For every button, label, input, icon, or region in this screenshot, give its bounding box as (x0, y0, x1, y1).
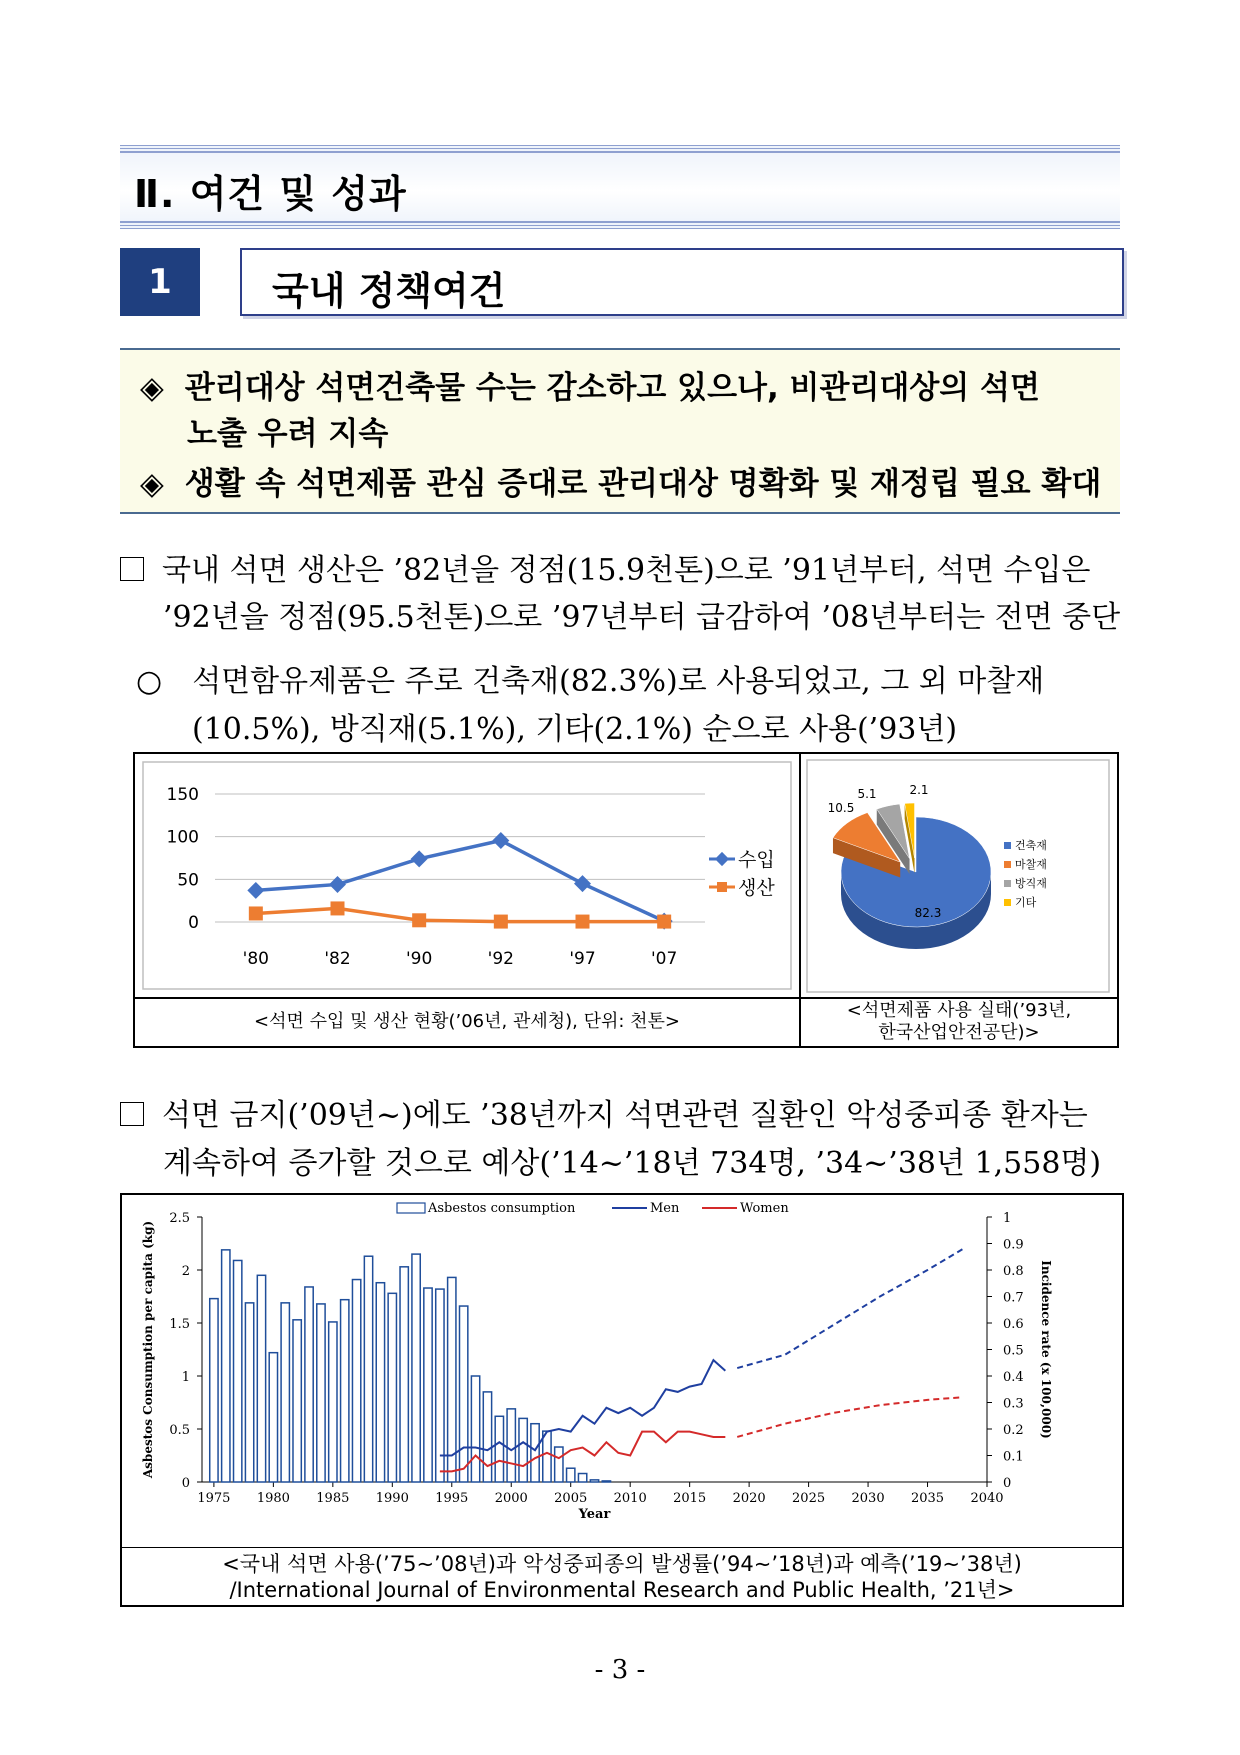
x-tick-label: 2030 (851, 1491, 885, 1506)
summary-item-1 (140, 362, 1040, 407)
pie-chart-asbestos-products (801, 754, 1117, 997)
y-tick-label-right: 0.1 (1003, 1449, 1024, 1465)
legend-label: 방직재 (1015, 877, 1047, 890)
series-line-1 (256, 908, 664, 921)
x-tick-label: 2025 (792, 1491, 826, 1506)
data-point (412, 913, 426, 927)
plot-border (143, 762, 791, 989)
consumption-bar (305, 1287, 313, 1482)
section-title: Ⅱ. 여건 및 성과 (134, 172, 407, 216)
x-tick-label: 2020 (732, 1491, 766, 1506)
x-tick-label: 1990 (375, 1491, 409, 1506)
consumption-bar (388, 1293, 396, 1482)
combo-chart-caption-line2: /International Journal of Environmental Research and Public Health, ’21년> (229, 1578, 1015, 1602)
x-tick-label: 1975 (197, 1491, 231, 1506)
consumption-bar (578, 1474, 586, 1482)
consumption-bar (293, 1320, 301, 1482)
x-tick-label: '80 (242, 949, 269, 969)
data-point (494, 915, 508, 929)
consumption-bar (555, 1447, 563, 1482)
consumption-bar (471, 1376, 479, 1482)
x-tick-label: '82 (324, 949, 351, 969)
consumption-bar (317, 1304, 325, 1482)
y-tick-label-right: 0.7 (1003, 1290, 1024, 1306)
summary-item-1-line1: 관리대상 석면건축물 수는 감소하고 있으나, 비관리대상의 석면 (184, 370, 1040, 406)
diamond-bullet-icon: ◈ (140, 370, 164, 406)
legend-swatch (397, 1203, 425, 1213)
legend-label: Men (650, 1201, 680, 1216)
legend-label: 마찰재 (1015, 858, 1047, 871)
combo-chart-caption (122, 1547, 1122, 1603)
paragraph-2-line2: (10.5%), 방직재(5.1%), 기타(2.1%) 순으로 사용(’93년) (192, 712, 958, 747)
x-tick-label: 1985 (316, 1491, 350, 1506)
y-tick-label: 150 (166, 785, 199, 805)
chart-frame-import-production (133, 752, 1119, 1048)
x-axis-label: Year (578, 1507, 611, 1522)
x-tick-label: 2000 (494, 1491, 528, 1506)
data-point (331, 901, 345, 915)
y-tick-label-right: 0.2 (1003, 1423, 1024, 1438)
subsection-title: 국내 정책여건 (272, 269, 506, 313)
paragraph-3-line1 (120, 1090, 1088, 1134)
y-tick-label-left: 0 (181, 1476, 190, 1491)
pie-value-label: 5.1 (857, 787, 877, 801)
paragraph-2-line1 (136, 656, 1044, 700)
subsection-title-box (240, 248, 1124, 316)
combo-chart-asbestos-mesothelioma (122, 1195, 1122, 1547)
legend-label: 생산 (738, 877, 775, 899)
men-projection-line (737, 1249, 963, 1368)
x-tick-label: 2010 (613, 1491, 647, 1506)
consumption-bar (269, 1353, 277, 1482)
data-point (657, 915, 671, 929)
consumption-bar (436, 1289, 444, 1482)
x-tick-label: '97 (569, 949, 596, 969)
y-tick-label-right: 1 (1003, 1211, 1012, 1226)
y-tick-label-left: 2 (181, 1264, 190, 1279)
pie-value-label: 2.1 (909, 783, 929, 797)
paragraph-3-line2: 계속하여 증가할 것으로 예상(’14~’18년 734명, ’34~’38년 1,558명) (163, 1146, 1102, 1181)
y-tick-label-left: 2.5 (169, 1211, 190, 1226)
consumption-bar (257, 1275, 265, 1482)
legend-swatch (1004, 842, 1011, 849)
x-tick-label: 2005 (554, 1491, 588, 1506)
x-tick-label: 1980 (256, 1491, 290, 1506)
consumption-bar (364, 1256, 372, 1482)
data-point (492, 832, 509, 849)
legend-label: 수입 (738, 849, 775, 871)
legend-marker (715, 852, 729, 866)
line-chart-import-production (135, 754, 799, 997)
y-tick-label-right: 0 (1003, 1476, 1012, 1491)
consumption-bar (222, 1250, 230, 1482)
section-header (120, 145, 1120, 229)
consumption-bar (352, 1280, 360, 1482)
y-tick-label-left: 1.5 (169, 1317, 190, 1332)
consumption-bar (543, 1431, 551, 1482)
women-projection-line (737, 1397, 963, 1437)
consumption-bar (590, 1480, 598, 1482)
line-chart-caption: <석면 수입 및 생산 현황(’06년, 관세청), 단위: 천톤> (254, 1011, 680, 1032)
y-axis-label-right: Incidence rate (x 100,000) (1039, 1260, 1053, 1439)
legend-label: 기타 (1015, 896, 1037, 909)
x-tick-label: '07 (651, 949, 678, 969)
x-tick-label: 1995 (435, 1491, 469, 1506)
page-number: - 3 - (594, 1655, 646, 1685)
data-point (411, 850, 428, 867)
pie-value-label: 10.5 (827, 801, 855, 815)
consumption-bar (376, 1283, 384, 1482)
y-axis-label-left: Asbestos Consumption per capita (kg) (141, 1220, 155, 1479)
data-point (576, 915, 590, 929)
summary-item-2 (140, 458, 1101, 503)
summary-item-1-line2: 노출 우려 지속 (187, 416, 389, 452)
consumption-bar (329, 1322, 337, 1482)
data-point (329, 876, 346, 893)
consumption-bar (448, 1277, 456, 1482)
consumption-bar (602, 1481, 610, 1482)
y-tick-label-right: 0.9 (1003, 1237, 1024, 1253)
consumption-bar (519, 1418, 527, 1482)
consumption-bar (567, 1468, 575, 1482)
square-bullet-icon (120, 557, 144, 581)
pie-chart-caption (801, 1000, 1117, 1044)
legend-swatch (1004, 880, 1011, 887)
summary-item-2-line1: 생활 속 석면제품 관심 증대로 관리대상 명확화 및 재정립 필요 확대 (184, 466, 1102, 502)
data-point (249, 906, 263, 920)
combo-chart-caption-line1: <국내 석면 사용(’75∼’08년)과 악성중피종의 발생률(’94∼’18년)과 예측(’19∼’38년) (222, 1552, 1022, 1576)
consumption-bar (483, 1392, 491, 1482)
y-tick-label-right: 0.4 (1003, 1370, 1024, 1385)
x-tick-label: 2035 (910, 1491, 945, 1506)
y-tick-label-right: 0.5 (1003, 1343, 1024, 1359)
consumption-bar (341, 1300, 349, 1482)
y-tick-label: 0 (188, 913, 199, 933)
diamond-bullet-icon: ◈ (140, 466, 164, 502)
consumption-bar (531, 1424, 539, 1482)
paragraph-3-text1: 석면 금지(’09년~)에도 ’38년까지 석면관련 질환인 악성중피종 환자는 (162, 1098, 1088, 1133)
y-tick-label-left: 0.5 (169, 1423, 190, 1438)
pie-value-label: 82.3 (914, 906, 942, 920)
y-tick-label: 100 (166, 827, 199, 848)
pie-chart-caption-line2: 한국산업안전공단)> (878, 1022, 1040, 1043)
consumption-bar (424, 1288, 432, 1482)
legend-swatch (1004, 861, 1011, 868)
consumption-bar (281, 1303, 289, 1482)
data-point (574, 875, 591, 892)
legend-swatch (1004, 899, 1011, 906)
legend-marker (717, 882, 727, 892)
y-tick-label-left: 1 (181, 1370, 190, 1385)
legend-label: Women (740, 1201, 789, 1216)
summary-box (120, 348, 1120, 514)
consumption-bar (210, 1299, 218, 1482)
x-tick-label: 2015 (673, 1491, 707, 1506)
consumption-bar (495, 1416, 503, 1482)
consumption-bar (412, 1254, 420, 1482)
x-tick-label: 2040 (970, 1491, 1004, 1506)
consumption-bar (507, 1409, 515, 1482)
y-tick-label-right: 0.8 (1003, 1264, 1024, 1279)
consumption-bar (400, 1267, 408, 1482)
consumption-bar (234, 1260, 242, 1482)
data-point (247, 882, 264, 899)
y-tick-label-right: 0.3 (1003, 1396, 1024, 1412)
x-tick-label: '92 (487, 949, 514, 969)
divider (135, 997, 1117, 999)
circle-bullet-icon: ○ (136, 664, 163, 699)
paragraph-2-text1: 석면함유제품은 주로 건축재(82.3%)로 사용되었고, 그 외 마찰재 (192, 664, 1045, 699)
legend-label: Asbestos consumption (428, 1201, 576, 1216)
y-tick-label: 50 (177, 870, 199, 891)
square-bullet-icon (120, 1102, 144, 1126)
consumption-bar (245, 1303, 253, 1482)
y-tick-label-right: 0.6 (1003, 1317, 1024, 1332)
consumption-bar (460, 1306, 468, 1482)
pie-chart-caption-line1: <석면제품 사용 실태(’93년, (846, 1000, 1072, 1021)
legend-label: 건축재 (1015, 839, 1047, 852)
paragraph-1-text1: 국내 석면 생산은 ’82년을 정점(15.9천톤)으로 ’91년부터, 석면 수입은 (162, 553, 1091, 588)
paragraph-1-line1 (120, 545, 1090, 589)
chart-frame-mesothelioma (120, 1193, 1124, 1607)
x-tick-label: '90 (406, 949, 433, 969)
subsection-number: 1 (120, 248, 200, 316)
paragraph-1-line2: ’92년을 정점(95.5천톤)으로 ’97년부터 급감하여 ’08년부터는 전면 중단 (163, 600, 1121, 635)
